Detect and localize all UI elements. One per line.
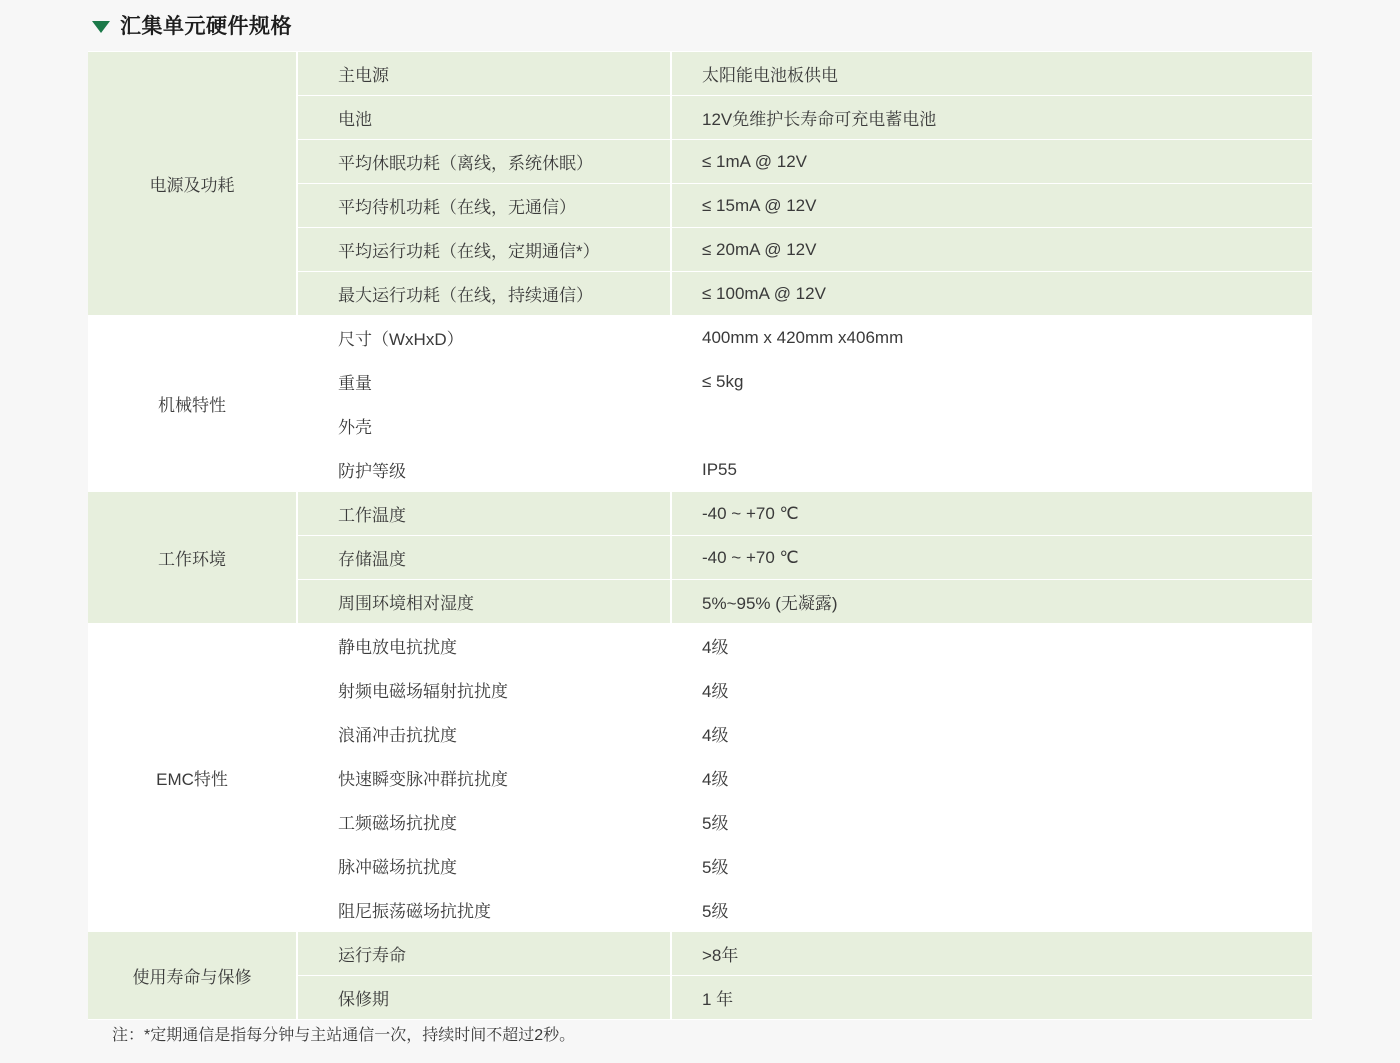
category-cell: 使用寿命与保修 xyxy=(88,932,297,1020)
parameter-cell: 射频电磁场辐射抗扰度 xyxy=(297,668,671,712)
hardware-spec-table xyxy=(88,51,1312,1020)
value-cell: -40 ~ +70 ℃ xyxy=(671,536,1312,580)
parameter-cell: 工作温度 xyxy=(297,492,671,536)
value-cell: 1 年 xyxy=(671,976,1312,1020)
parameter-cell: 最大运行功耗（在线，持续通信） xyxy=(297,272,671,316)
value-cell: 4级 xyxy=(671,756,1312,800)
parameter-cell: 电池 xyxy=(297,96,671,140)
value-cell: 12V免维护长寿命可充电蓄电池 xyxy=(671,96,1312,140)
value-cell: 5级 xyxy=(671,800,1312,844)
parameter-cell: 防护等级 xyxy=(297,448,671,492)
parameter-cell: 保修期 xyxy=(297,976,671,1020)
parameter-cell: 尺寸（WxHxD） xyxy=(297,316,671,360)
parameter-cell: 周围环境相对湿度 xyxy=(297,580,671,624)
table-row xyxy=(88,932,1312,976)
parameter-cell: 存储温度 xyxy=(297,536,671,580)
table-row xyxy=(88,492,1312,536)
table-row xyxy=(88,52,1312,96)
value-cell: -40 ~ +70 ℃ xyxy=(671,492,1312,536)
parameter-cell: 平均待机功耗（在线，无通信） xyxy=(297,184,671,228)
parameter-cell: 运行寿命 xyxy=(297,932,671,976)
page-title: 汇集单元硬件规格 xyxy=(120,15,292,38)
value-cell: 400mm x 420mm x406mm xyxy=(671,316,1312,360)
section-title-row xyxy=(92,10,292,40)
value-cell: >8年 xyxy=(671,932,1312,976)
parameter-cell: 静电放电抗扰度 xyxy=(297,624,671,668)
table-row xyxy=(88,624,1312,668)
parameter-cell: 平均休眠功耗（离线，系统休眠） xyxy=(297,140,671,184)
parameter-cell: 外壳 xyxy=(297,404,671,448)
value-cell: 5%~95% (无凝露) xyxy=(671,580,1312,624)
footnote: 注：*定期通信是指每分钟与主站通信一次，持续时间不超过2秒。 xyxy=(112,1027,576,1044)
parameter-cell: 阻尼振荡磁场抗扰度 xyxy=(297,888,671,932)
value-cell: IP55 xyxy=(671,448,1312,492)
value-cell: 太阳能电池板供电 xyxy=(671,52,1312,96)
value-cell: ≤ 100mA @ 12V xyxy=(671,272,1312,316)
category-cell: EMC特性 xyxy=(88,624,297,932)
value-cell: ≤ 15mA @ 12V xyxy=(671,184,1312,228)
value-cell: 4级 xyxy=(671,624,1312,668)
table-row xyxy=(88,316,1312,360)
value-cell: 5级 xyxy=(671,844,1312,888)
value-cell: ≤ 5kg xyxy=(671,360,1312,404)
value-cell xyxy=(671,404,1312,448)
parameter-cell: 浪涌冲击抗扰度 xyxy=(297,712,671,756)
category-cell: 电源及功耗 xyxy=(88,52,297,316)
category-cell: 机械特性 xyxy=(88,316,297,492)
value-cell: 5级 xyxy=(671,888,1312,932)
triangle-down-icon xyxy=(92,21,110,33)
parameter-cell: 主电源 xyxy=(297,52,671,96)
spec-table-body xyxy=(88,52,1312,1020)
parameter-cell: 重量 xyxy=(297,360,671,404)
parameter-cell: 快速瞬变脉冲群抗扰度 xyxy=(297,756,671,800)
value-cell: 4级 xyxy=(671,668,1312,712)
parameter-cell: 工频磁场抗扰度 xyxy=(297,800,671,844)
parameter-cell: 平均运行功耗（在线，定期通信*） xyxy=(297,228,671,272)
value-cell: ≤ 20mA @ 12V xyxy=(671,228,1312,272)
parameter-cell: 脉冲磁场抗扰度 xyxy=(297,844,671,888)
value-cell: 4级 xyxy=(671,712,1312,756)
value-cell: ≤ 1mA @ 12V xyxy=(671,140,1312,184)
category-cell: 工作环境 xyxy=(88,492,297,624)
